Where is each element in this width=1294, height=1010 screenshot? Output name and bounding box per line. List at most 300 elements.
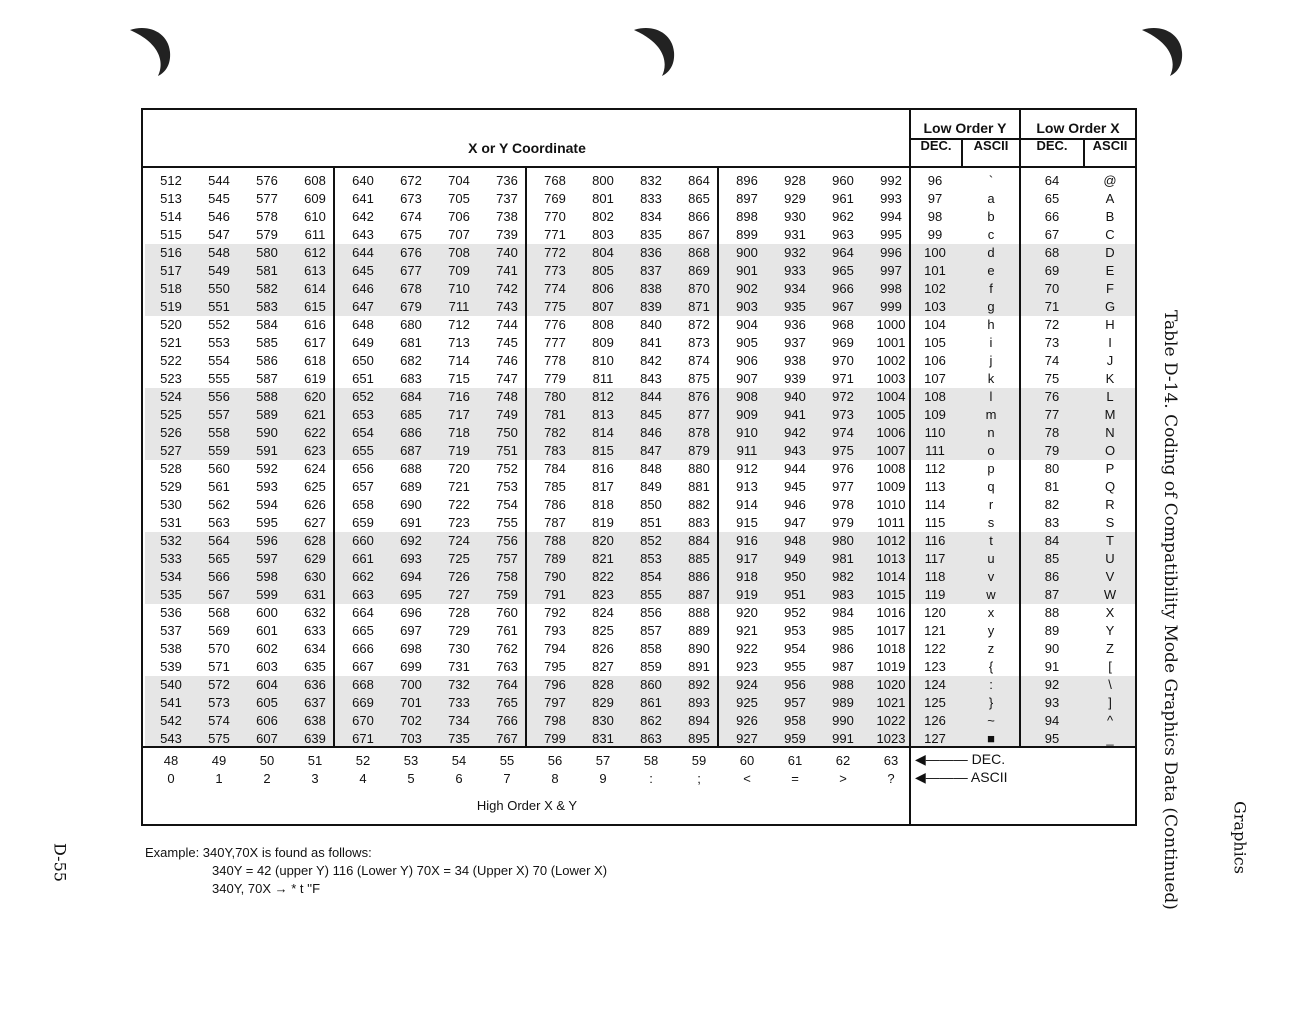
coordinate-cell: 603 — [256, 659, 278, 674]
coordinate-cell: 796 — [544, 677, 566, 692]
low-order-y-ascii-cell: a — [987, 191, 995, 206]
coordinate-cell: 619 — [304, 371, 326, 386]
high-order-ascii-cell: < — [743, 771, 751, 786]
coordinate-cell: 967 — [832, 299, 854, 314]
binder-punch-mark-center — [632, 22, 678, 78]
low-order-y-dec-cell: 103 — [924, 299, 946, 314]
coordinate-cell: 867 — [688, 227, 710, 242]
low-order-x-dec-cell: 64 — [1044, 173, 1060, 188]
coordinate-cell: 820 — [592, 533, 614, 548]
coordinate-cell: 608 — [304, 173, 326, 188]
coordinate-cell: 655 — [352, 443, 374, 458]
coordinate-cell: 714 — [448, 353, 470, 368]
coordinate-cell: 1013 — [876, 551, 906, 566]
low-order-x-dec-cell: 82 — [1044, 497, 1060, 512]
coordinate-cell: 870 — [688, 281, 710, 296]
coordinate-cell: 957 — [784, 695, 806, 710]
coordinate-cell: 628 — [304, 533, 326, 548]
coordinate-cell: 512 — [160, 173, 182, 188]
low-order-x-ascii-cell: U — [1105, 551, 1115, 566]
coordinate-cell: 794 — [544, 641, 566, 656]
coordinate-cell: 657 — [352, 479, 374, 494]
low-order-y-ascii-cell: r — [988, 497, 994, 512]
coordinate-cell: 779 — [544, 371, 566, 386]
low-order-y-dec-cell: 119 — [924, 587, 946, 602]
coordinate-cell: 677 — [400, 263, 422, 278]
coordinate-cell: 988 — [832, 677, 854, 692]
coordinate-cell: 588 — [256, 389, 278, 404]
coordinate-cell: 664 — [352, 605, 374, 620]
coordinate-cell: 753 — [496, 479, 518, 494]
low-order-y-ascii-cell: d — [987, 245, 995, 260]
coordinate-cell: 723 — [448, 515, 470, 530]
coordinate-cell: 676 — [400, 245, 422, 260]
coordinate-cell: 832 — [640, 173, 662, 188]
coordinate-cell: 963 — [832, 227, 854, 242]
coordinate-cell: 702 — [400, 713, 422, 728]
coordinate-cell: 827 — [592, 659, 614, 674]
coordinate-cell: 556 — [208, 389, 230, 404]
coordinate-cell: 1000 — [876, 317, 906, 332]
coordinate-cell: 663 — [352, 587, 374, 602]
low-order-x-ascii-cell: Y — [1105, 623, 1115, 638]
low-order-y-ascii-cell: ~ — [987, 713, 995, 728]
low-order-y-ascii-cell: i — [989, 335, 993, 350]
coordinate-cell: 722 — [448, 497, 470, 512]
coordinate-cell: 532 — [160, 533, 182, 548]
low-order-x-ascii-cell: P — [1105, 461, 1115, 476]
coordinate-cell: 889 — [688, 623, 710, 638]
low-order-y-dec-cell: 98 — [927, 209, 943, 224]
coordinate-cell: 574 — [208, 713, 230, 728]
coordinate-cell: 857 — [640, 623, 662, 638]
coordinate-cell: 558 — [208, 425, 230, 440]
coordinate-cell: 620 — [304, 389, 326, 404]
low-order-x-dec-cell: 73 — [1044, 335, 1060, 350]
coordinate-cell: 1004 — [876, 389, 906, 404]
coordinate-cell: 893 — [688, 695, 710, 710]
low-order-y-dec-cell: 99 — [927, 227, 943, 242]
coordinate-cell: 965 — [832, 263, 854, 278]
left-arrow-icon: ◀——— — [915, 751, 968, 767]
coordinate-cell: 726 — [448, 569, 470, 584]
coordinate-cell: 730 — [448, 641, 470, 656]
coordinate-cell: 703 — [400, 731, 422, 746]
low-order-x-ascii-cell: L — [1106, 389, 1114, 404]
coordinate-cell: 590 — [256, 425, 278, 440]
coordinate-cell: 704 — [448, 173, 470, 188]
coordinate-cell: 1012 — [876, 533, 906, 548]
coordinate-cell: 546 — [208, 209, 230, 224]
coordinate-cell: 533 — [160, 551, 182, 566]
low-order-x-dec-cell: 68 — [1044, 245, 1060, 260]
coordinate-cell: 604 — [256, 677, 278, 692]
low-order-y-dec-cell: 112 — [924, 461, 946, 476]
low-order-x-dec-cell: 71 — [1044, 299, 1060, 314]
coordinate-cell: 970 — [832, 353, 854, 368]
coordinate-cell: 993 — [880, 191, 902, 206]
coordinate-cell: 576 — [256, 173, 278, 188]
coordinate-cell: 871 — [688, 299, 710, 314]
coordinate-cell: 518 — [160, 281, 182, 296]
low-order-y-dec-cell: 102 — [924, 281, 946, 296]
coordinate-cell: 522 — [160, 353, 182, 368]
coordinate-cell: 975 — [832, 443, 854, 458]
coordinate-cell: 540 — [160, 677, 182, 692]
coordinate-cell: 885 — [688, 551, 710, 566]
coordinate-cell: 707 — [448, 227, 470, 242]
coordinate-cell: 716 — [448, 389, 470, 404]
low-order-x-dec-cell: 66 — [1044, 209, 1060, 224]
low-order-x-ascii-cell: J — [1106, 353, 1114, 368]
coordinate-cell: 898 — [736, 209, 758, 224]
coordinate-cell: 869 — [688, 263, 710, 278]
low-order-y-dec-cell: 121 — [924, 623, 946, 638]
coordinate-cell: 931 — [784, 227, 806, 242]
header-rule — [143, 166, 1135, 168]
coordinate-cell: 944 — [784, 461, 806, 476]
low-order-x-dec-cell: 90 — [1044, 641, 1060, 656]
low-order-x-dec-cell: 94 — [1044, 713, 1060, 728]
coordinate-cell: 696 — [400, 605, 422, 620]
coordinate-cell: 705 — [448, 191, 470, 206]
coordinate-cell: 652 — [352, 389, 374, 404]
coordinate-cell: 1014 — [876, 569, 906, 584]
coordinate-cell: 538 — [160, 641, 182, 656]
coordinate-cell: 629 — [304, 551, 326, 566]
coordinate-cell: 598 — [256, 569, 278, 584]
coordinate-cell: 932 — [784, 245, 806, 260]
example-line-2: 340Y = 42 (upper Y) 116 (Lower Y) 70X = 34 (Upper X) 70 (Lower X) — [212, 863, 608, 878]
coordinate-cell: 615 — [304, 299, 326, 314]
low-order-y-dec-cell: 110 — [924, 425, 946, 440]
coordinate-cell: 627 — [304, 515, 326, 530]
low-order-y-dec-cell: 104 — [924, 317, 946, 332]
coordinate-cell: 1020 — [876, 677, 906, 692]
low-order-x-ascii-cell: @ — [1103, 173, 1117, 188]
coordinate-cell: 601 — [256, 623, 278, 638]
low-order-y-ascii-cell: k — [987, 371, 995, 386]
coordinate-cell: 577 — [256, 191, 278, 206]
high-order-dec-cell: 62 — [835, 753, 851, 768]
coordinate-cell: 815 — [592, 443, 614, 458]
coordinate-cell: 698 — [400, 641, 422, 656]
low-order-x-dec-cell: 85 — [1044, 551, 1060, 566]
coordinate-cell: 605 — [256, 695, 278, 710]
coordinate-cell: 651 — [352, 371, 374, 386]
coordinate-cell: 755 — [496, 515, 518, 530]
coordinate-cell: 552 — [208, 317, 230, 332]
coordinate-cell: 836 — [640, 245, 662, 260]
coordinate-cell: 790 — [544, 569, 566, 584]
low-order-x-dec-cell: 76 — [1044, 389, 1060, 404]
coordinate-cell: 853 — [640, 551, 662, 566]
coordinate-cell: 948 — [784, 533, 806, 548]
coordinate-cell: 515 — [160, 227, 182, 242]
coordinate-cell: 995 — [880, 227, 902, 242]
coordinate-cell: 807 — [592, 299, 614, 314]
coordinate-cell: 784 — [544, 461, 566, 476]
low-order-y-ascii-cell: n — [987, 425, 995, 440]
coordinate-cell: 580 — [256, 245, 278, 260]
coordinate-cell: 600 — [256, 605, 278, 620]
coordinate-cell: 513 — [160, 191, 182, 206]
coordinate-cell: 721 — [448, 479, 470, 494]
coordinate-cell: 850 — [640, 497, 662, 512]
coordinate-cell: 643 — [352, 227, 374, 242]
coordinate-cell: 1007 — [876, 443, 906, 458]
coordinate-cell: 1011 — [877, 515, 905, 530]
coordinate-cell: 526 — [160, 425, 182, 440]
coordinate-cell: 811 — [592, 371, 614, 386]
coordinate-cell: 765 — [496, 695, 518, 710]
coordinate-cell: 874 — [688, 353, 710, 368]
coordinate-cell: 919 — [736, 587, 758, 602]
coordinate-cell: 915 — [736, 515, 758, 530]
coordinate-cell: 978 — [832, 497, 854, 512]
coordinate-cell: 910 — [736, 425, 758, 440]
coordinate-cell: 791 — [544, 587, 566, 602]
coordinate-cell: 908 — [736, 389, 758, 404]
coordinate-cell: 819 — [592, 515, 614, 530]
coordinate-cell: 660 — [352, 533, 374, 548]
coordinate-cell: 769 — [544, 191, 566, 206]
coordinate-cell: 666 — [352, 641, 374, 656]
coordinate-cell: 554 — [208, 353, 230, 368]
coordinate-cell: 926 — [736, 713, 758, 728]
low-order-y-dec-cell: 113 — [924, 479, 946, 494]
low-order-y-ascii-cell: e — [987, 263, 995, 278]
coordinate-cell: 890 — [688, 641, 710, 656]
coordinate-cell: 861 — [640, 695, 662, 710]
coordinate-cell: 802 — [592, 209, 614, 224]
low-order-x-ascii-cell: ] — [1108, 695, 1112, 710]
coordinate-cell: 637 — [304, 695, 326, 710]
low-order-x-dec-cell: 95 — [1044, 731, 1060, 746]
coordinate-cell: 1006 — [876, 425, 906, 440]
coordinate-cell: 902 — [736, 281, 758, 296]
coordinate-cell: 668 — [352, 677, 374, 692]
coordinate-cell: 700 — [400, 677, 422, 692]
coordinate-cell: 661 — [352, 551, 374, 566]
coordinate-cell: 743 — [496, 299, 518, 314]
coordinate-cell: 996 — [880, 245, 902, 260]
high-order-ascii-cell: 1 — [215, 771, 223, 786]
coordinate-cell: 774 — [544, 281, 566, 296]
low-order-x-dec-header: DEC. — [1036, 138, 1068, 153]
coordinate-cell: 694 — [400, 569, 422, 584]
coordinate-cell: 839 — [640, 299, 662, 314]
coordinate-cell: 994 — [880, 209, 902, 224]
coordinate-cell: 817 — [592, 479, 614, 494]
coordinate-cell: 947 — [784, 515, 806, 530]
coordinate-cell: 805 — [592, 263, 614, 278]
ascii-arrow-label — [915, 768, 1007, 786]
coordinate-cell: 562 — [208, 497, 230, 512]
coordinate-cell: 674 — [400, 209, 422, 224]
coordinate-cell: 776 — [544, 317, 566, 332]
coordinate-cell: 972 — [832, 389, 854, 404]
coordinate-cell: 792 — [544, 605, 566, 620]
low-order-y-ascii-cell: o — [987, 443, 995, 458]
coordinate-cell: 960 — [832, 173, 854, 188]
coordinate-cell: 1002 — [876, 353, 906, 368]
coordinate-cell: 976 — [832, 461, 854, 476]
low-order-x-ascii-cell: S — [1105, 515, 1115, 530]
coordinate-cell: 748 — [496, 389, 518, 404]
high-order-ascii-cell: 7 — [503, 771, 511, 786]
coordinate-cell: 617 — [304, 335, 326, 350]
coordinate-cell: 824 — [592, 605, 614, 620]
coordinate-cell: 547 — [208, 227, 230, 242]
coordinate-cell: 596 — [256, 533, 278, 548]
low-order-y-dec-cell: 100 — [924, 245, 946, 260]
coordinate-cell: 855 — [640, 587, 662, 602]
coordinate-cell: 822 — [592, 569, 614, 584]
coordinate-cell: 933 — [784, 263, 806, 278]
coordinate-cell: 788 — [544, 533, 566, 548]
low-order-y-dec-cell: 106 — [924, 353, 946, 368]
coordinate-cell: 541 — [160, 695, 182, 710]
coordinate-cell: 690 — [400, 497, 422, 512]
coordinate-cell: 896 — [736, 173, 758, 188]
coordinate-cell: 865 — [688, 191, 710, 206]
coordinate-cell: 646 — [352, 281, 374, 296]
low-order-x-ascii-cell: T — [1106, 533, 1114, 548]
coordinate-cell: 720 — [448, 461, 470, 476]
coordinate-cell: 909 — [736, 407, 758, 422]
coordinate-cell: 973 — [832, 407, 854, 422]
coordinate-cell: 876 — [688, 389, 710, 404]
coordinate-cell: 880 — [688, 461, 710, 476]
coordinate-cell: 684 — [400, 389, 422, 404]
coordinate-cell: 823 — [592, 587, 614, 602]
coordinate-cell: 571 — [208, 659, 230, 674]
high-order-ascii-cell: 8 — [551, 771, 559, 786]
coordinate-cell: 858 — [640, 641, 662, 656]
coordinate-cell: 662 — [352, 569, 374, 584]
coordinate-cell: 826 — [592, 641, 614, 656]
low-order-y-ascii-cell: b — [987, 209, 995, 224]
coordinate-cell: 584 — [256, 317, 278, 332]
coordinate-cell: 727 — [448, 587, 470, 602]
coordinate-cell: 735 — [448, 731, 470, 746]
coordinate-cell: 868 — [688, 245, 710, 260]
high-order-ascii-cell: 3 — [311, 771, 319, 786]
low-order-y-dec-cell: 122 — [924, 641, 946, 656]
coordinate-cell: 800 — [592, 173, 614, 188]
low-order-y-dec-cell: 116 — [924, 533, 946, 548]
coordinate-cell: 719 — [448, 443, 470, 458]
coordinate-cell: 589 — [256, 407, 278, 422]
coordinate-cell: 525 — [160, 407, 182, 422]
coordinate-cell: 986 — [832, 641, 854, 656]
coordinate-cell: 750 — [496, 425, 518, 440]
coordinate-cell: 529 — [160, 479, 182, 494]
low-order-x-dec-cell: 67 — [1044, 227, 1060, 242]
example-line-1: Example: 340Y,70X is found as follows: — [145, 845, 372, 860]
coordinate-cell: 818 — [592, 497, 614, 512]
coordinate-cell: 1016 — [876, 605, 906, 620]
low-order-x-dec-cell: 78 — [1044, 425, 1060, 440]
high-order-ascii-cell: 2 — [263, 771, 271, 786]
coordinate-cell: 713 — [448, 335, 470, 350]
coordinate-cell: 523 — [160, 371, 182, 386]
coordinate-cell: 678 — [400, 281, 422, 296]
coordinate-cell: 599 — [256, 587, 278, 602]
coordinate-cell: 992 — [880, 173, 902, 188]
coordinate-cell: 897 — [736, 191, 758, 206]
coordinate-cell: 787 — [544, 515, 566, 530]
coordinate-cell: 557 — [208, 407, 230, 422]
coordinate-cell: 1019 — [876, 659, 906, 674]
low-order-y-dec-cell: 120 — [924, 605, 946, 620]
coordinate-cell: 530 — [160, 497, 182, 512]
low-order-x-ascii-cell: Q — [1104, 479, 1116, 494]
coordinate-cell: 693 — [400, 551, 422, 566]
coordinate-cell: 1003 — [876, 371, 906, 386]
coordinate-cell: 543 — [160, 731, 182, 746]
coordinate-cell: 809 — [592, 335, 614, 350]
coordinate-cell: 520 — [160, 317, 182, 332]
coordinate-cell: 535 — [160, 587, 182, 602]
coordinate-cell: 711 — [448, 299, 470, 314]
coordinate-cell: 952 — [784, 605, 806, 620]
low-order-y-ascii-cell: : — [989, 677, 993, 692]
high-order-dec-cell: 57 — [595, 753, 611, 768]
coordinate-cell: 923 — [736, 659, 758, 674]
coordinate-cell: 938 — [784, 353, 806, 368]
dec-arrow-text: DEC. — [971, 751, 1006, 767]
coordinate-cell: 587 — [256, 371, 278, 386]
coordinate-cell: 840 — [640, 317, 662, 332]
coordinate-cell: 801 — [592, 191, 614, 206]
coordinate-cell: 701 — [400, 695, 422, 710]
coordinate-cell: 903 — [736, 299, 758, 314]
low-order-y-dec-cell: 97 — [927, 191, 943, 206]
low-order-y-dec-cell: 125 — [924, 695, 946, 710]
low-order-y-ascii-cell: { — [988, 659, 994, 674]
coordinate-cell: 956 — [784, 677, 806, 692]
coordinate-cell: 758 — [496, 569, 518, 584]
coordinate-cell: 997 — [880, 263, 902, 278]
coordinate-cell: 906 — [736, 353, 758, 368]
coordinate-cell: 937 — [784, 335, 806, 350]
low-order-x-dec-cell: 69 — [1044, 263, 1060, 278]
coordinate-cell: 681 — [400, 335, 422, 350]
coordinate-cell: 863 — [640, 731, 662, 746]
low-order-x-ascii-cell: Z — [1106, 641, 1114, 656]
low-order-x-dec-cell: 74 — [1044, 353, 1060, 368]
coordinate-cell: 884 — [688, 533, 710, 548]
binder-punch-mark-left — [128, 22, 174, 78]
coordinate-cell: 1005 — [876, 407, 906, 422]
coordinate-cell: 844 — [640, 389, 662, 404]
low-order-x-dec-cell: 81 — [1044, 479, 1060, 494]
coordinate-cell: 724 — [448, 533, 470, 548]
low-order-y-ascii-cell: j — [989, 353, 993, 368]
coordinate-cell: 812 — [592, 389, 614, 404]
coordinate-cell: 669 — [352, 695, 374, 710]
coordinate-cell: 616 — [304, 317, 326, 332]
coordinate-cell: 875 — [688, 371, 710, 386]
high-order-dec-cell: 55 — [499, 753, 515, 768]
coordinate-cell: 846 — [640, 425, 662, 440]
low-order-x-ascii-cell: A — [1105, 191, 1115, 206]
low-order-y-ascii-cell: t — [989, 533, 993, 548]
coordinate-cell: 537 — [160, 623, 182, 638]
coordinate-cell: 925 — [736, 695, 758, 710]
